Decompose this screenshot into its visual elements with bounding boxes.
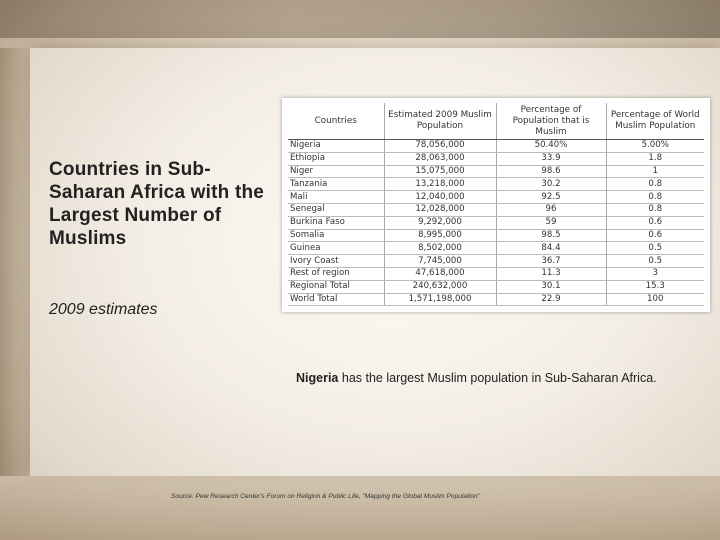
country-cell: Senegal xyxy=(288,203,384,216)
value-cell: 15.3 xyxy=(606,280,704,293)
value-cell: 30.2 xyxy=(496,178,606,191)
value-cell: 98.5 xyxy=(496,229,606,242)
country-cell: Niger xyxy=(288,165,384,178)
table-body xyxy=(288,140,704,306)
value-cell: 30.1 xyxy=(496,280,606,293)
table-row xyxy=(288,293,704,306)
caption-text: has the largest Muslim population in Sub-Saharan Africa. xyxy=(338,371,657,385)
table-row xyxy=(288,165,704,178)
left-decorative-strip xyxy=(0,48,30,476)
table-row xyxy=(288,152,704,165)
value-cell: 0.5 xyxy=(606,255,704,268)
value-cell: 59 xyxy=(496,216,606,229)
value-cell: 7,745,000 xyxy=(384,255,496,268)
value-cell: 12,040,000 xyxy=(384,191,496,204)
value-cell: 5.00% xyxy=(606,140,704,153)
value-cell: 0.8 xyxy=(606,178,704,191)
value-cell: 8,995,000 xyxy=(384,229,496,242)
top-decorative-band xyxy=(0,0,720,38)
table-row xyxy=(288,216,704,229)
header-estimated-population: Estimated 2009 Muslim Population xyxy=(384,103,496,140)
value-cell: 13,218,000 xyxy=(384,178,496,191)
country-cell: Regional Total xyxy=(288,280,384,293)
table-row xyxy=(288,191,704,204)
slide-caption xyxy=(296,371,657,385)
slide-subtitle: 2009 estimates xyxy=(49,301,158,318)
value-cell: 3 xyxy=(606,267,704,280)
caption-highlight: Nigeria xyxy=(296,371,339,385)
value-cell: 33.9 xyxy=(496,152,606,165)
table-row xyxy=(288,280,704,293)
value-cell: 0.6 xyxy=(606,216,704,229)
value-cell: 15,075,000 xyxy=(384,165,496,178)
value-cell: 84.4 xyxy=(496,242,606,255)
country-cell: Ethiopia xyxy=(288,152,384,165)
bottom-decorative-band xyxy=(0,476,720,540)
value-cell: 240,632,000 xyxy=(384,280,496,293)
value-cell: 22.9 xyxy=(496,293,606,306)
country-cell: World Total xyxy=(288,293,384,306)
value-cell: 96 xyxy=(496,203,606,216)
value-cell: 0.5 xyxy=(606,242,704,255)
value-cell: 9,292,000 xyxy=(384,216,496,229)
value-cell: 92.5 xyxy=(496,191,606,204)
table-row xyxy=(288,203,704,216)
country-cell: Nigeria xyxy=(288,140,384,153)
value-cell: 1 xyxy=(606,165,704,178)
value-cell: 78,056,000 xyxy=(384,140,496,153)
value-cell: 0.8 xyxy=(606,203,704,216)
table-header-row xyxy=(288,103,704,140)
value-cell: 1,571,198,000 xyxy=(384,293,496,306)
value-cell: 12,028,000 xyxy=(384,203,496,216)
value-cell: 47,618,000 xyxy=(384,267,496,280)
value-cell: 98.6 xyxy=(496,165,606,178)
source-citation: Source: Pew Research Center's Forum on Religion & Public Life, "Mapping the Global Muslim Population" xyxy=(171,493,481,500)
value-cell: 100 xyxy=(606,293,704,306)
value-cell: 0.8 xyxy=(606,191,704,204)
country-cell: Mali xyxy=(288,191,384,204)
header-percentage-world: Percentage of World Muslim Population xyxy=(606,103,704,140)
table-row xyxy=(288,178,704,191)
value-cell: 50.40% xyxy=(496,140,606,153)
value-cell: 0.6 xyxy=(606,229,704,242)
table-row xyxy=(288,255,704,268)
country-cell: Burkina Faso xyxy=(288,216,384,229)
muslim-population-table-image xyxy=(282,98,710,312)
muslim-population-table xyxy=(288,103,704,306)
table-row xyxy=(288,140,704,153)
country-cell: Somalia xyxy=(288,229,384,242)
country-cell: Ivory Coast xyxy=(288,255,384,268)
table-row xyxy=(288,242,704,255)
country-cell: Guinea xyxy=(288,242,384,255)
value-cell: 1.8 xyxy=(606,152,704,165)
value-cell: 36.7 xyxy=(496,255,606,268)
table-row xyxy=(288,229,704,242)
country-cell: Tanzania xyxy=(288,178,384,191)
table-row xyxy=(288,267,704,280)
country-cell: Rest of region xyxy=(288,267,384,280)
header-countries: Countries xyxy=(288,103,384,140)
slide-title: Countries in Sub-Saharan Africa with the Largest Number of Muslims xyxy=(49,159,265,249)
header-percentage-population: Percentage of Population that is Muslim xyxy=(496,103,606,140)
value-cell: 8,502,000 xyxy=(384,242,496,255)
value-cell: 28,063,000 xyxy=(384,152,496,165)
value-cell: 11.3 xyxy=(496,267,606,280)
